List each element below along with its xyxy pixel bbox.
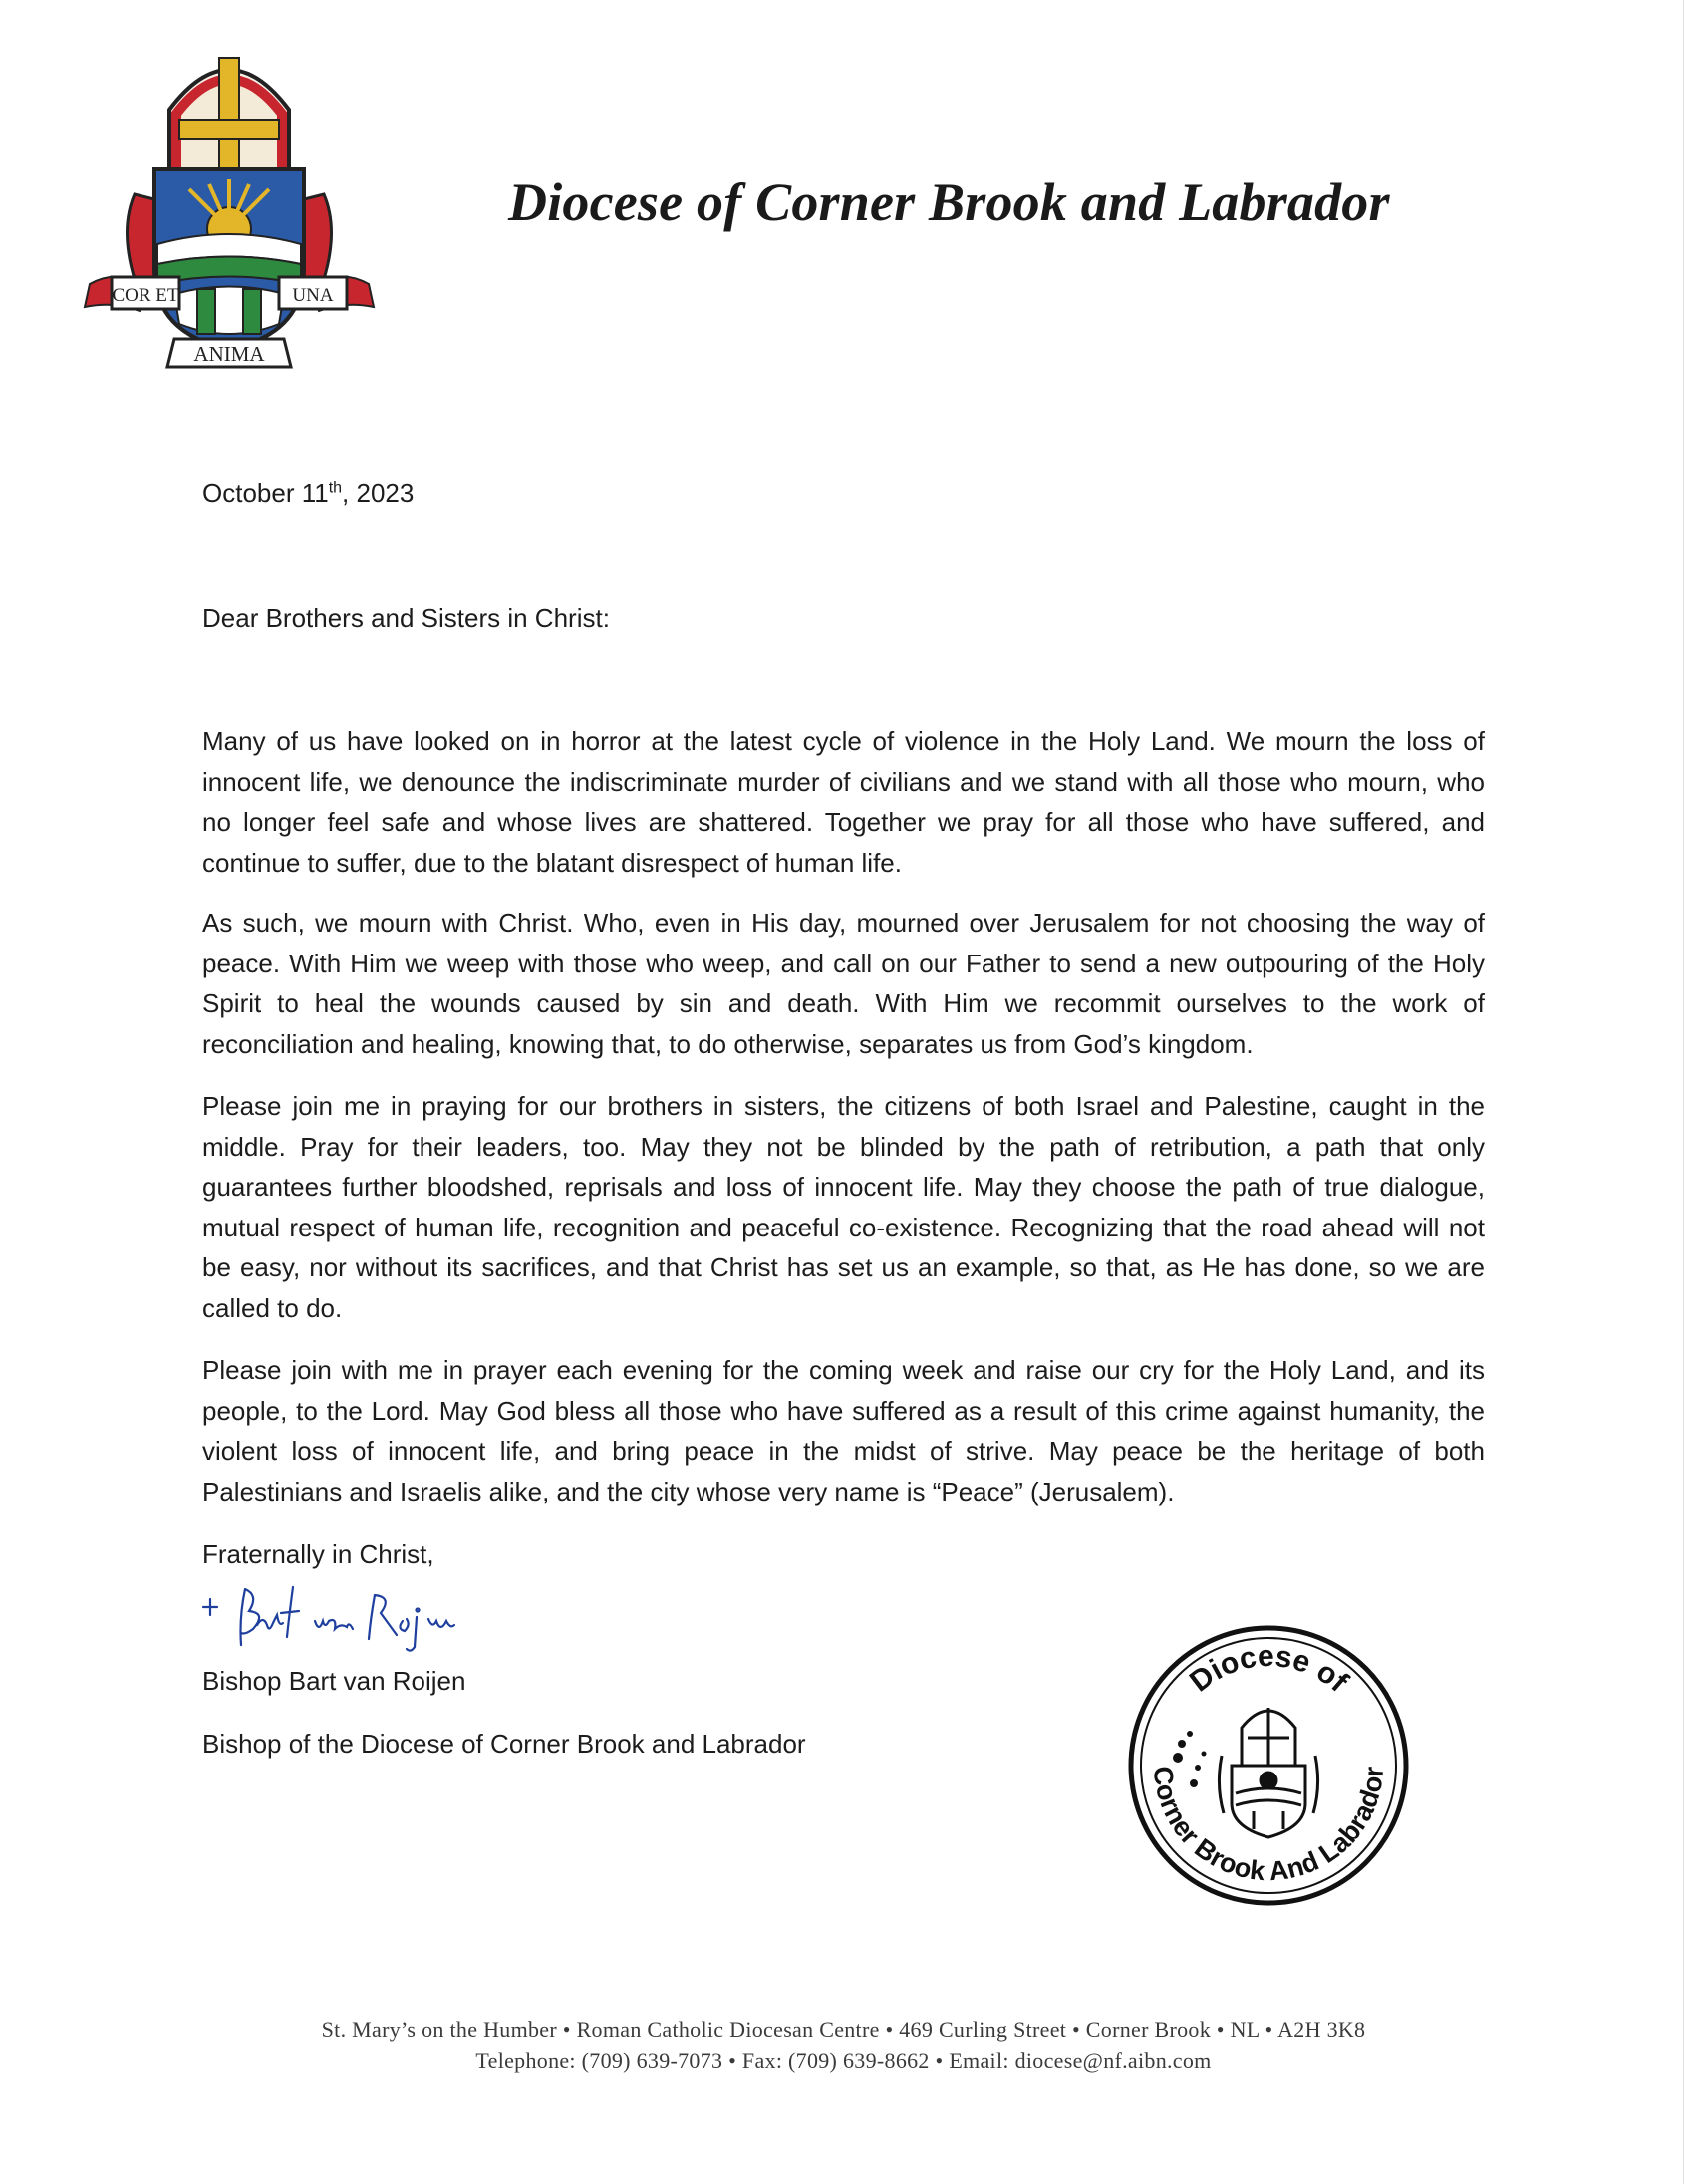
- date-ordinal-suffix: th: [328, 479, 343, 497]
- crest-motto-left: COR ET: [112, 285, 179, 306]
- letter-date: [202, 473, 1485, 514]
- svg-text:Diocese of: [1184, 1640, 1355, 1700]
- closing: Fraternally in Christ,: [202, 1539, 434, 1569]
- footer-address: St. Mary’s on the Humber • Roman Catholic Diocesan Centre • 469 Curling Street • Corner Brook • NL • A2H 3K8: [321, 2017, 1366, 2042]
- body-paragraph-1: Many of us have looked on in horror at the latest cycle of violence in the Holy Land. We mourn the loss of innocent life, we denounce the indiscriminate murder of civilians and we stand with all those who mourn, who no longer feel safe and whose lives are shattered. Together we pray for all those who have suffered, and continue to suffer, due to the blatant disrespect of human life.: [202, 726, 1485, 878]
- signer-name: Bishop Bart van Roijen: [202, 1666, 466, 1696]
- body-paragraph-4: Please join with me in prayer each evening for the coming week and raise our cry for the Holy Land, and its people, to the Lord. May God bless all those who have suffered as a result of this crime against humanity, the violent loss of innocent life, and bring peace in the midst of strive. May peace be the heritage of both Palestinians and Israelis alike, and the city whose very name is “Peace” (Jerusalem).: [202, 1355, 1485, 1506]
- crest-motto-right: UNA: [292, 285, 334, 306]
- letterhead-title: Diocese of Corner Brook and Labrador: [508, 172, 1390, 232]
- date-main: October 11: [202, 478, 329, 508]
- diocese-seal-stamp-icon: [1124, 1616, 1413, 1915]
- seal-text-bottom: Corner Brook And Labrador: [1147, 1765, 1390, 1887]
- footer-contact: Telephone: (709) 639-7073 • Fax: (709) 639-8662 • Email: diocese@nf.aibn.com: [475, 2048, 1212, 2073]
- seal-text-top: Diocese of: [1184, 1639, 1354, 1699]
- body-paragraph-3: Please join me in praying for our brothers in sisters, the citizens of both Israel and Palestine, caught in the middle. Pray for their leaders, too. May they not be blinded by the path of retribution, a path that only guarantees further bloodshed, reprisals and loss of innocent life. May they choose the path of true dialogue, mutual respect of human life, recognition and peaceful co-existence. Recognizing that the road ahead will not be easy, nor without its sacrifices, and that Christ has set us an example, so that, as He has done, so we are called to do.: [202, 1091, 1485, 1323]
- crest-motto-bottom: ANIMA: [193, 342, 265, 366]
- signer-title: Bishop of the Diocese of Corner Brook and Labrador: [202, 1729, 806, 1759]
- salutation: Dear Brothers and Sisters in Christ:: [202, 603, 610, 633]
- body-paragraph-2: As such, we mourn with Christ. Who, even in His day, mourned over Jerusalem for not choosing the way of peace. With Him we weep with those who weep, and call on our Father to send a new outpouring of the Holy Spirit to heal the wounds caused by sin and death. With Him we recommit ourselves to the work of reconciliation and healing, knowing that, to do otherwise, separates us from God’s kingdom.: [202, 908, 1485, 1059]
- scan-edge-line: [1683, 0, 1684, 2184]
- diocesan-coat-of-arms-icon: [80, 40, 379, 379]
- handwritten-signature: [197, 1577, 496, 1652]
- date-year: , 2023: [342, 478, 415, 508]
